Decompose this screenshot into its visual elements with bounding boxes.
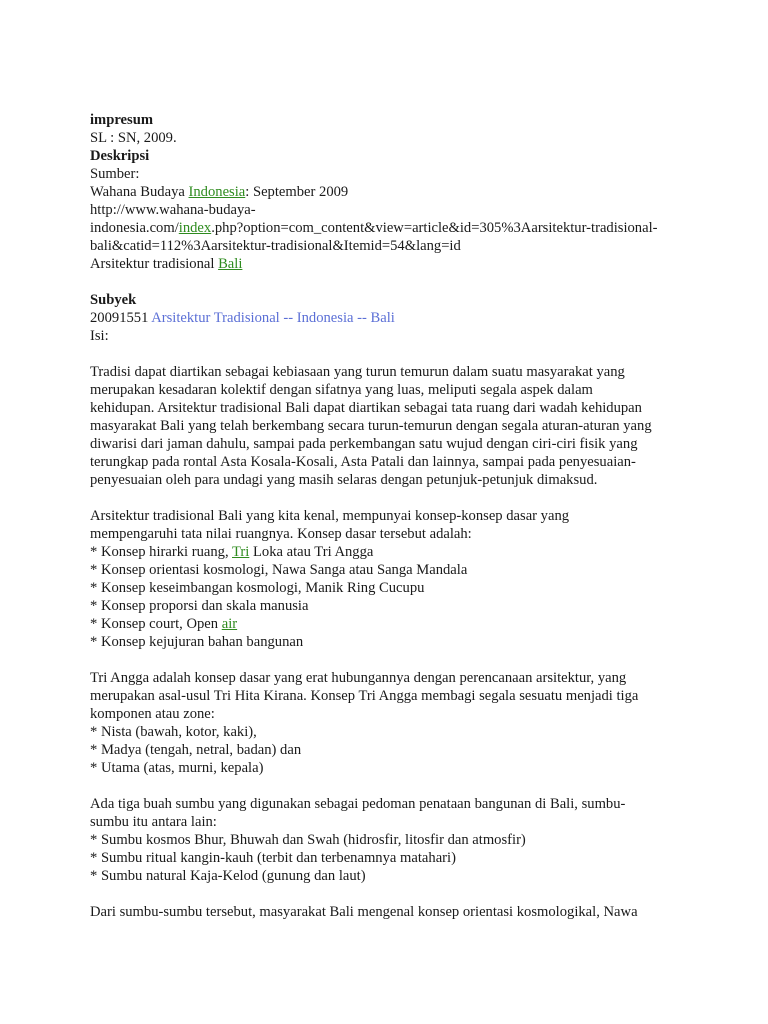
para3-line: merupakan asal-usul Tri Hita Kirana. Konsep Tri Angga membagi segala sesuatu menjadi tiga: [90, 688, 639, 704]
url-line-3: bali&catid=112%3Aarsitektur-tradisional&Itemid=54&lang=id: [90, 238, 461, 254]
list-item: [90, 615, 690, 633]
para1-line: masyarakat Bali yang telah berkembang secara turun-temurun dengan segala aturan-aturan yang: [90, 418, 652, 434]
list-item: * Konsep proporsi dan skala manusia: [90, 598, 309, 614]
sumber-label: Sumber:: [90, 166, 140, 182]
indonesia-link[interactable]: Indonesia: [188, 184, 246, 200]
isi-label: Isi:: [90, 328, 109, 344]
list-item: * Konsep orientasi kosmologi, Nawa Sanga atau Sanga Mandala: [90, 562, 468, 578]
para5-line-1: Dari sumbu-sumbu tersebut, masyarakat Bali mengenal konsep orientasi kosmologikal, Nawa: [90, 904, 638, 920]
para4-line: sumbu itu antara lain:: [90, 814, 217, 830]
impresum-value: SL : SN, 2009.: [90, 130, 177, 146]
url-line-1: http://www.wahana-budaya-: [90, 202, 256, 218]
source-suffix: : September 2009: [245, 184, 349, 200]
spacer: [90, 885, 690, 903]
list-item: * Utama (atas, murni, kepala): [90, 760, 264, 776]
para1-line: diwarisi dari jaman dahulu, sampai pada perkembangan satu wujud dengan ciri-ciri fisik yang: [90, 436, 638, 452]
list-item: * Sumbu ritual kangin-kauh (terbit dan terbenamnya matahari): [90, 850, 456, 866]
subyek-heading: Subyek: [90, 292, 137, 308]
subyek-link[interactable]: Arsitektur Tradisional -- Indonesia -- Bali: [151, 310, 395, 326]
para1-line: terungkap pada rontal Asta Kosala-Kosali, Asta Patali dan lainnya, sampai pada penyesuaian-: [90, 454, 636, 470]
impresum-heading: impresum: [90, 112, 153, 128]
arsitektur-line: [90, 255, 690, 273]
para1-line: Tradisi dapat diartikan sebagai kebiasaan yang turun temurun dalam suatu masyarakat yang: [90, 364, 625, 380]
para2-line-1: Arsitektur tradisional Bali yang kita kenal, mempunyai konsep-konsep dasar yang: [90, 508, 570, 524]
list-item: * Nista (bawah, kotor, kaki),: [90, 724, 257, 740]
air-link[interactable]: air: [221, 616, 238, 632]
spacer: [90, 651, 690, 669]
para1-line: merupakan kesadaran kolektif dengan sifatnya yang luas, meliputi segala aspek dalam: [90, 382, 593, 398]
list-item: [90, 543, 690, 561]
spacer: [90, 489, 690, 507]
para3-line: komponen atau zone:: [90, 706, 215, 722]
arsitektur-prefix: Arsitektur tradisional: [90, 256, 219, 272]
para3-line: Tri Angga adalah konsep dasar yang erat hubungannya dengan perencanaan arsitektur, yang: [90, 670, 627, 686]
bali-link[interactable]: Bali: [218, 256, 243, 272]
para1-line: penyesuaian oleh para undagi yang masih selaras dengan petunjuk-petunjuk dimaksud.: [90, 472, 598, 488]
deskripsi-heading: Deskripsi: [90, 148, 150, 164]
list-item-suffix: Loka atau Tri Angga: [249, 544, 374, 560]
list-item-prefix: * Konsep court, Open: [90, 616, 222, 632]
tri-link[interactable]: Tri: [232, 544, 250, 560]
index-link[interactable]: index: [178, 220, 212, 236]
list-item: * Konsep keseimbangan kosmologi, Manik Ring Cucupu: [90, 580, 425, 596]
url-line-2-suffix: .php?option=com_content&view=article&id=305%3Aarsitektur-tradisional-: [211, 220, 658, 236]
source-prefix: Wahana Budaya: [90, 184, 189, 200]
list-item: * Sumbu natural Kaja-Kelod (gunung dan laut): [90, 868, 366, 884]
list-item: * Sumbu kosmos Bhur, Bhuwah dan Swah (hidrosfir, litosfir dan atmosfir): [90, 832, 526, 848]
document-page: [90, 111, 690, 921]
para4-line: Ada tiga buah sumbu yang digunakan sebagai pedoman penataan bangunan di Bali, sumbu-: [90, 796, 626, 812]
source-line: [90, 183, 690, 201]
list-item: * Konsep kejujuran bahan bangunan: [90, 634, 304, 650]
spacer: [90, 345, 690, 363]
url-line-2: [90, 219, 690, 237]
subyek-line: [90, 309, 690, 327]
spacer: [90, 777, 690, 795]
url-line-2-prefix: indonesia.com/: [90, 220, 179, 236]
spacer: [90, 273, 690, 291]
para1-line: kehidupan. Arsitektur tradisional Bali dapat diartikan sebagai tata ruang dari wadah kehidupan: [90, 400, 642, 416]
para2-line-2: mempengaruhi tata nilai ruangnya. Konsep dasar tersebut adalah:: [90, 526, 472, 542]
subyek-code: 20091551: [90, 310, 152, 326]
list-item-prefix: * Konsep hirarki ruang,: [90, 544, 232, 560]
list-item: * Madya (tengah, netral, badan) dan: [90, 742, 302, 758]
